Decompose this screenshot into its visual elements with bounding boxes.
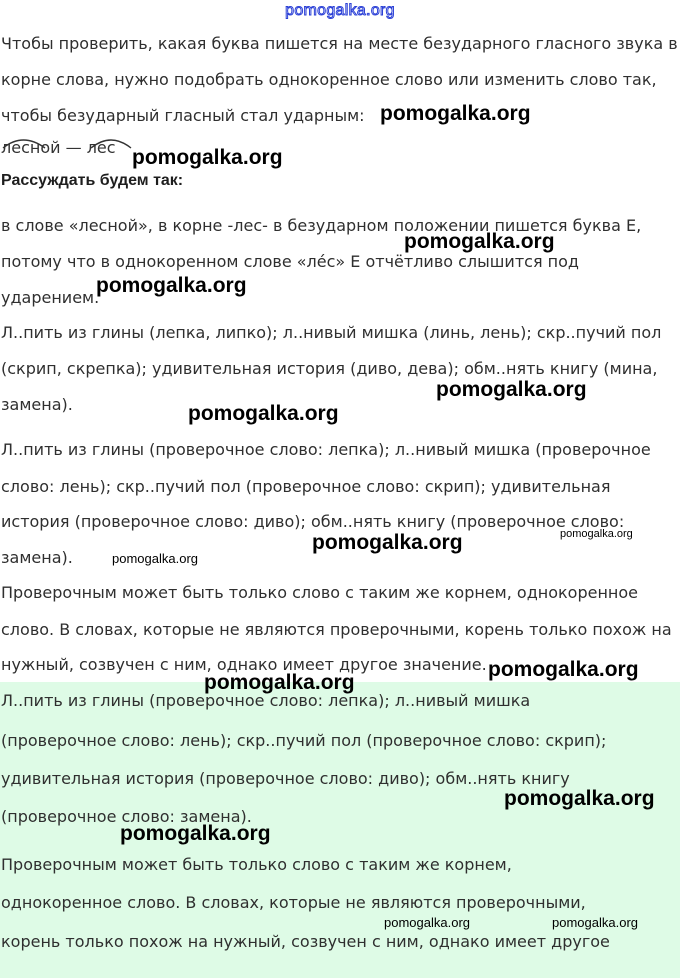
root-arc-icon <box>1 134 141 164</box>
watermark: pomogalka.org <box>312 531 463 554</box>
watermark: pomogalka.org <box>488 658 639 681</box>
reason-line-3: ударением. <box>1 288 100 307</box>
watermark: pomogalka.org <box>120 822 271 845</box>
watermark: pomogalka.org <box>404 230 555 253</box>
answer-box-line-3: удивительная история (проверочное слово: диво); обм..нять книгу <box>1 769 570 788</box>
watermark: pomogalka.org <box>552 915 638 930</box>
answer-line-2: слово: лень); скр..пучий пол (проверочное слово: скрип); удивительная <box>1 477 611 496</box>
watermark: pomogalka.org <box>132 146 283 169</box>
reason-line-1: в слове «лесной», в корне -лес- в безударном положении пишется буква Е, <box>1 216 642 235</box>
explain-line-2: слово. В словах, которые не являются проверочными, корень только похож на <box>1 620 672 639</box>
explain-line-3: нужный, созвучен с ним, однако имеет другое значение. <box>1 655 487 674</box>
watermark: pomogalka.org <box>504 787 655 810</box>
example-dash: — <box>65 138 82 157</box>
watermark: pomogalka.org <box>112 551 198 566</box>
intro-line-2: корне слова, нужно подобрать однокоренное слово или изменить слово так, <box>1 70 657 89</box>
explain-box-line-3: корень только похож на нужный, созвучен с ним, однако имеет другое <box>1 932 610 951</box>
watermark: pomogalka.org <box>204 671 355 694</box>
reason-heading: Рассуждать будем так: <box>1 172 184 189</box>
watermark: pomogalka.org <box>436 378 587 401</box>
example-word-1: лесной <box>1 138 61 157</box>
site-watermark-header: pomogalka.org <box>285 2 395 19</box>
answer-box-line-1: Л..пить из глины (проверочное слово: лепка); л..нивый мишка <box>1 691 531 710</box>
watermark: pomogalka.org <box>560 528 633 540</box>
explain-box-line-2: однокоренное слово. В словах, которые не являются проверочными, <box>1 893 586 912</box>
watermark: pomogalka.org <box>380 102 531 125</box>
explain-box-line-1: Проверочным может быть только слово с таким же корнем, <box>1 855 512 874</box>
answer-line-1: Л..пить из глины (проверочное слово: лепка); л..нивый мишка (проверочное <box>1 440 651 459</box>
reason-line-2: потому что в однокоренном слове «ле́с» Е отчётливо слышится под <box>1 252 579 271</box>
example-words <box>1 138 116 157</box>
task-line-3: замена). <box>1 395 73 414</box>
answer-box-line-4: (проверочное слово: замена). <box>1 807 252 826</box>
answer-line-3: история (проверочное слово: диво); обм..нять книгу (проверочное слово: <box>1 512 625 531</box>
watermark: pomogalka.org <box>188 402 339 425</box>
intro-line-3: чтобы безударный гласный стал ударным: <box>1 106 365 125</box>
watermark: pomogalka.org <box>384 915 470 930</box>
explain-line-1: Проверочным может быть только слово с таким же корнем, однокоренное <box>1 583 639 602</box>
example-word-2: лес <box>86 138 116 157</box>
intro-line-1: Чтобы проверить, какая буква пишется на месте безударного гласного звука в <box>1 34 678 53</box>
watermark: pomogalka.org <box>96 274 247 297</box>
task-line-1: Л..пить из глины (лепка, липко); л..нивый мишка (линь, лень); скр..пучий пол <box>1 323 662 342</box>
answer-line-4: замена). <box>1 548 73 567</box>
task-line-2: (скрип, скрепка); удивительная история (диво, дева); обм..нять книгу (мина, <box>1 359 658 378</box>
answer-box-line-2: (проверочное слово: лень); скр..пучий пол (проверочное слово: скрип); <box>1 731 607 750</box>
